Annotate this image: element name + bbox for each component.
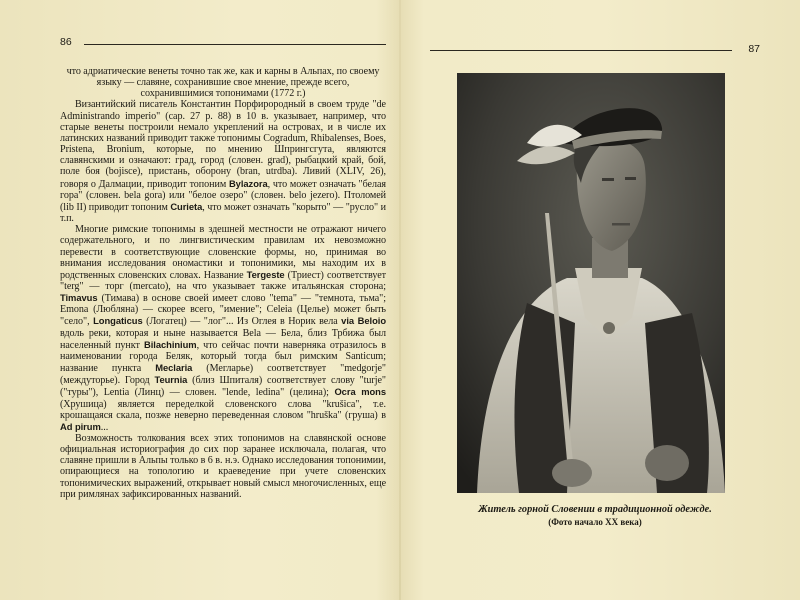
text-run: (Тимава) в основе своей имеет слово "tema" — "темнота, тьма"; Emona (Любляна) — скорее всего, "имение"; Celeia (Целье) может быть "село",: [60, 293, 386, 328]
book-gutter: [399, 0, 401, 600]
left-page: [60, 30, 386, 590]
text-run: (близ Шпиталя) соответствует слову "turje" ("туры"), Lentia (Линц) — словен. "lende, ledina" (целина);: [60, 375, 386, 399]
text-run: что адриатические венеты точно так же, как и карны в Альпах, по своему языку — славяне, сохранившие свое мнение, прежде всего, сохранившимися топонимами (1772 г.): [66, 66, 380, 100]
left-page-body-text: [60, 66, 386, 500]
text-run: Возможность толкования всех этих топонимов на славянской основе официальная историография до сих пор заранее исключала, полагая, что славяне пришли в Альпы только в 6 в. н.э. Однако исследования топонимии, опирающиеся на топологию и краеведение при учете словенских топонимических выражений, открывает новый смысл многочисленных, еще при римлянах зафиксированных названий.: [60, 433, 386, 500]
body-paragraph: [60, 66, 386, 99]
header-rule-right: [430, 50, 732, 51]
toponym: Bylazora: [228, 177, 268, 189]
toponym: Timavus: [60, 292, 98, 304]
text-run: Многие римские топонимы в здешней местности не отражают ничего содержательного, и по лингвистическим правилам их невозможно перевести в соответствующие словенские формы, но, принимая во внимания исследования ономастики и топонимики, мы находим их в родственных словенских словах. Название: [60, 224, 386, 281]
caption-subtitle: (Фото начало XX века): [548, 517, 642, 527]
text-run: Византийский писатель Константин Порфирородный в своем труде "de Administrando imperio" (cap. 27 p. 88) в 10 в. указывает, например, что старые венеты построили немало укреплений на островах, и в числе их латинских названий приводит также топонимы Cogradum, Rhibalenses, Boes, Pristena, Bronium, которые, по мнению Шпрингсгута, являются славянскими и означают: град, город (словен. grad), рыбацкий край, бой, поле боя (bojisce), пристань, оборону (bran, utrdba). Ливий (XLIV, 26), говоря о Далмации, приводит топоним: [60, 99, 386, 190]
right-page-header: [430, 42, 760, 56]
toponym: Teurnia: [154, 374, 188, 386]
page-number-right: 87: [748, 43, 760, 55]
text-run: , что сейчас почти наверняка отразилось в наименовании города Беляк, который тогда был римским Santicum; название пункта: [60, 339, 386, 375]
body-paragraph: [60, 224, 386, 433]
toponym: Ad pirum: [60, 420, 101, 432]
text-run: (Логатец) — "лог"... Из Оглея в Норик вела: [142, 316, 342, 328]
text-run: (Хрушица) является переделкой словенского слова "krušica", т.е. крошащаяся скала, позже неверно переведенная словом "hruška" (груша) в: [60, 398, 386, 421]
caption-title: Житель горной Словении в традиционной одежде.: [478, 504, 712, 515]
text-run: вдоль реки, которая и ныне называется Bela — Бела, близ Трбижа был населенный пункт: [60, 327, 386, 351]
text-run: , что может означать "корыто" — "русло" и т.п.: [60, 201, 386, 225]
text-run: ...: [100, 421, 109, 433]
photo-caption: [430, 504, 760, 528]
toponym: Ocra mons: [334, 386, 386, 398]
body-paragraph: [60, 99, 386, 224]
left-page-header: [60, 36, 386, 50]
body-paragraph: [60, 433, 386, 500]
text-run: (Триест) соответствует "terg" — торг (mercato), на что указывает также итальянская сторона;: [60, 269, 386, 292]
toponym: Bilachinium: [143, 338, 197, 350]
header-rule-left: [84, 44, 386, 45]
text-run: , что может означать "белая гора" (словен. bela gora) или "белое озеро" (словен. belo jezero). Птоломей (lib II) приводит топоним: [60, 178, 386, 213]
page-number-left: 86: [60, 36, 72, 48]
right-page: [430, 30, 760, 590]
portrait-photo: [457, 73, 725, 493]
toponym: Meclaria: [155, 362, 193, 374]
toponym: Longaticus: [93, 315, 143, 327]
toponym: via Beloio: [341, 315, 386, 327]
toponym: Tergeste: [246, 268, 285, 280]
text-run: (Меглаpье) соответствует "medgorje" (междуторье). Город: [60, 363, 386, 387]
toponym: Curieta: [170, 200, 203, 212]
